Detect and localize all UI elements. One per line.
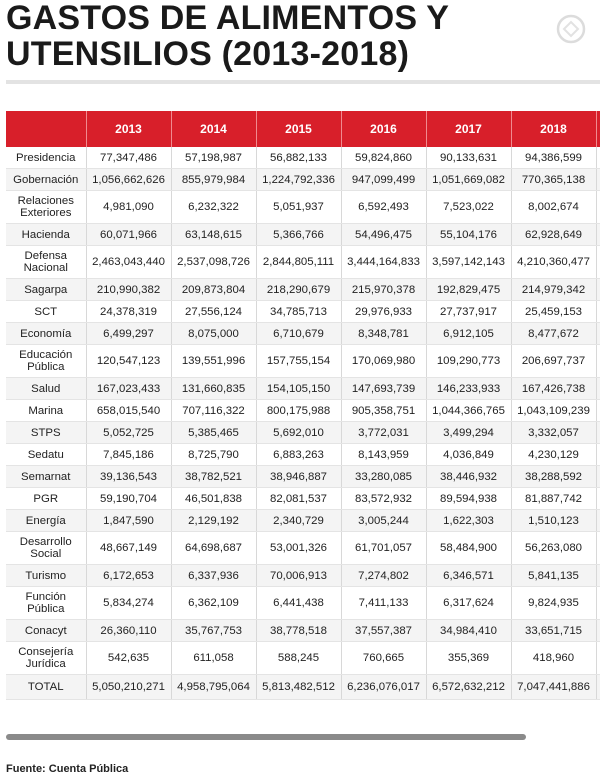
value-cell: 4,230,129: [511, 444, 596, 466]
overflow-cell: [596, 323, 600, 345]
value-cell: 1,224,792,336: [256, 169, 341, 191]
data-table-scroll-area[interactable]: [6, 111, 600, 733]
value-cell: 5,052,725: [86, 422, 171, 444]
row-label-text: Turismo: [25, 569, 67, 582]
value-cell: 64,698,687: [171, 532, 256, 565]
total-row: [6, 675, 600, 700]
overflow-cell: [596, 400, 600, 422]
value-cell: 33,280,085: [341, 466, 426, 488]
overflow-cell: [596, 378, 600, 400]
row-label-cell: [6, 323, 86, 345]
value-cell: 54,496,475: [341, 224, 426, 246]
row-label-cell: [6, 147, 86, 169]
value-cell: 27,737,917: [426, 301, 511, 323]
table-row: [6, 510, 600, 532]
value-cell: 60,071,966: [86, 224, 171, 246]
row-label-text: Función: [25, 591, 67, 603]
value-cell: 82,081,537: [256, 488, 341, 510]
overflow-cell: [596, 532, 600, 565]
overflow-cell: [596, 444, 600, 466]
value-cell: 7,411,133: [341, 587, 426, 620]
value-cell: 9,824,935: [511, 587, 596, 620]
overflow-cell: [596, 587, 600, 620]
row-label-text: Social: [30, 548, 62, 560]
row-label-cell: [6, 246, 86, 279]
value-cell: 210,990,382: [86, 279, 171, 301]
value-cell: 2,340,729: [256, 510, 341, 532]
value-cell: 542,635: [86, 642, 171, 675]
table-row: [6, 565, 600, 587]
table-row: [6, 147, 600, 169]
value-cell: 120,547,123: [86, 345, 171, 378]
value-cell: 62,928,649: [511, 224, 596, 246]
value-cell: 905,358,751: [341, 400, 426, 422]
value-cell: 418,960: [511, 642, 596, 675]
value-cell: 77,347,486: [86, 147, 171, 169]
value-cell: 167,023,433: [86, 378, 171, 400]
value-cell: 707,116,322: [171, 400, 256, 422]
value-cell: 57,198,987: [171, 147, 256, 169]
table-row: [6, 169, 600, 191]
value-cell: 2,844,805,111: [256, 246, 341, 279]
value-cell: 214,979,342: [511, 279, 596, 301]
value-cell: 3,332,057: [511, 422, 596, 444]
row-label-cell: [6, 675, 86, 700]
overflow-cell: [596, 510, 600, 532]
table-row: [6, 301, 600, 323]
table-body: [6, 147, 600, 700]
value-cell: 4,958,795,064: [171, 675, 256, 700]
value-cell: 38,946,887: [256, 466, 341, 488]
value-cell: 1,043,109,239: [511, 400, 596, 422]
value-cell: 4,036,849: [426, 444, 511, 466]
row-label-text: Presidencia: [15, 151, 76, 164]
value-cell: 170,069,980: [341, 345, 426, 378]
value-cell: 46,501,838: [171, 488, 256, 510]
row-label-text: Hacienda: [21, 228, 70, 241]
value-cell: 5,841,135: [511, 565, 596, 587]
value-cell: 56,882,133: [256, 147, 341, 169]
value-cell: 1,847,590: [86, 510, 171, 532]
value-cell: 1,051,669,082: [426, 169, 511, 191]
table-row: [6, 279, 600, 301]
table-row: [6, 488, 600, 510]
value-cell: 147,693,739: [341, 378, 426, 400]
row-label-cell: [6, 191, 86, 224]
value-cell: 38,446,932: [426, 466, 511, 488]
title-line-1: GASTOS DE ALIMENTOS Y: [6, 0, 450, 37]
row-label-text: TOTAL: [27, 681, 64, 693]
row-label-cell: [6, 378, 86, 400]
overflow-cell: [596, 422, 600, 444]
row-label-text: Conacyt: [24, 624, 67, 637]
value-cell: 2,129,192: [171, 510, 256, 532]
value-cell: 2,537,098,726: [171, 246, 256, 279]
overflow-cell: [596, 191, 600, 224]
value-cell: 89,594,938: [426, 488, 511, 510]
value-cell: 167,426,738: [511, 378, 596, 400]
value-cell: 218,290,679: [256, 279, 341, 301]
row-label-cell: [6, 620, 86, 642]
row-label-cell: [6, 169, 86, 191]
value-cell: 5,692,010: [256, 422, 341, 444]
value-cell: 48,667,149: [86, 532, 171, 565]
value-cell: 81,887,742: [511, 488, 596, 510]
title-divider: [6, 80, 600, 84]
row-label-text: Desarrollo: [19, 536, 72, 548]
value-cell: 58,484,900: [426, 532, 511, 565]
value-cell: 83,572,932: [341, 488, 426, 510]
value-cell: 157,755,154: [256, 345, 341, 378]
value-cell: 56,263,080: [511, 532, 596, 565]
value-cell: 7,274,802: [341, 565, 426, 587]
table-row: [6, 345, 600, 378]
value-cell: 53,001,326: [256, 532, 341, 565]
value-cell: 5,385,465: [171, 422, 256, 444]
value-cell: 7,047,441,886: [511, 675, 596, 700]
overflow-cell: [596, 169, 600, 191]
data-table: [6, 111, 600, 700]
value-cell: 6,710,679: [256, 323, 341, 345]
value-cell: 658,015,540: [86, 400, 171, 422]
table-row: [6, 323, 600, 345]
value-cell: 192,829,475: [426, 279, 511, 301]
value-cell: 6,172,653: [86, 565, 171, 587]
row-label-text: Sagarpa: [24, 283, 68, 296]
table-row: [6, 378, 600, 400]
value-cell: 1,056,662,626: [86, 169, 171, 191]
table-row: [6, 422, 600, 444]
overflow-cell: [596, 675, 600, 700]
value-cell: 3,597,142,143: [426, 246, 511, 279]
table-row: [6, 400, 600, 422]
value-cell: 7,523,022: [426, 191, 511, 224]
page-title: [6, 0, 506, 72]
value-cell: 59,824,860: [341, 147, 426, 169]
value-cell: 6,232,322: [171, 191, 256, 224]
value-cell: 25,459,153: [511, 301, 596, 323]
value-cell: 6,337,936: [171, 565, 256, 587]
value-cell: 1,044,366,765: [426, 400, 511, 422]
horizontal-scrollbar[interactable]: [6, 734, 526, 740]
header-cell-year: 2013: [86, 111, 171, 147]
watermark-logo-icon: [556, 14, 586, 44]
overflow-cell: [596, 147, 600, 169]
value-cell: 27,556,124: [171, 301, 256, 323]
value-cell: 38,778,518: [256, 620, 341, 642]
value-cell: 70,006,913: [256, 565, 341, 587]
row-label-cell: [6, 279, 86, 301]
row-label-cell: [6, 532, 86, 565]
overflow-cell: [596, 565, 600, 587]
overflow-cell: [596, 620, 600, 642]
value-cell: 38,782,521: [171, 466, 256, 488]
value-cell: 29,976,933: [341, 301, 426, 323]
table-row: [6, 444, 600, 466]
value-cell: 94,386,599: [511, 147, 596, 169]
header-cell-year: 2015: [256, 111, 341, 147]
row-label-text: SCT: [34, 305, 58, 318]
row-label-cell: [6, 587, 86, 620]
value-cell: 215,970,378: [341, 279, 426, 301]
value-cell: 154,105,150: [256, 378, 341, 400]
value-cell: 55,104,176: [426, 224, 511, 246]
value-cell: 1,510,123: [511, 510, 596, 532]
header-cell-year: 2017: [426, 111, 511, 147]
value-cell: 7,845,186: [86, 444, 171, 466]
table-row: [6, 466, 600, 488]
value-cell: 5,813,482,512: [256, 675, 341, 700]
value-cell: 37,557,387: [341, 620, 426, 642]
value-cell: 38,288,592: [511, 466, 596, 488]
value-cell: 760,665: [341, 642, 426, 675]
value-cell: 5,050,210,271: [86, 675, 171, 700]
row-label-text: Gobernación: [13, 173, 79, 186]
overflow-cell: [596, 279, 600, 301]
row-label-text: Relaciones: [17, 195, 74, 207]
overflow-cell: [596, 301, 600, 323]
value-cell: 947,099,499: [341, 169, 426, 191]
value-cell: 35,767,753: [171, 620, 256, 642]
value-cell: 63,148,615: [171, 224, 256, 246]
overflow-cell: [596, 466, 600, 488]
table-row: [6, 620, 600, 642]
row-label-text: Economía: [20, 327, 72, 340]
table-row: [6, 642, 600, 675]
row-label-cell: [6, 510, 86, 532]
row-label-text: Jurídica: [25, 658, 66, 670]
row-label-text: Nacional: [23, 262, 68, 274]
row-label-cell: [6, 224, 86, 246]
row-label-text: Consejería: [18, 646, 74, 658]
row-label-text: Salud: [31, 382, 61, 395]
value-cell: 39,136,543: [86, 466, 171, 488]
title-line-2: UTENSILIOS (2013-2018): [6, 35, 410, 73]
overflow-cell: [596, 246, 600, 279]
value-cell: 6,572,632,212: [426, 675, 511, 700]
value-cell: 8,075,000: [171, 323, 256, 345]
table-row: [6, 224, 600, 246]
value-cell: 34,984,410: [426, 620, 511, 642]
value-cell: 24,378,319: [86, 301, 171, 323]
value-cell: 6,236,076,017: [341, 675, 426, 700]
value-cell: 3,772,031: [341, 422, 426, 444]
value-cell: 6,499,297: [86, 323, 171, 345]
overflow-cell: [596, 345, 600, 378]
row-label-cell: [6, 301, 86, 323]
value-cell: 355,369: [426, 642, 511, 675]
row-label-cell: [6, 444, 86, 466]
value-cell: 8,143,959: [341, 444, 426, 466]
value-cell: 3,444,164,833: [341, 246, 426, 279]
value-cell: 26,360,110: [86, 620, 171, 642]
row-label-text: Exteriores: [20, 207, 72, 219]
value-cell: 6,912,105: [426, 323, 511, 345]
value-cell: 855,979,984: [171, 169, 256, 191]
value-cell: 33,651,715: [511, 620, 596, 642]
row-label-cell: [6, 565, 86, 587]
value-cell: 6,362,109: [171, 587, 256, 620]
row-label-cell: [6, 422, 86, 444]
value-cell: 206,697,737: [511, 345, 596, 378]
row-label-text: Educación: [19, 349, 73, 361]
value-cell: 1,622,303: [426, 510, 511, 532]
value-cell: 59,190,704: [86, 488, 171, 510]
row-label-text: Pública: [27, 603, 65, 615]
value-cell: 3,499,294: [426, 422, 511, 444]
table-row: [6, 191, 600, 224]
row-label-cell: [6, 400, 86, 422]
header-cell-overflow: [596, 111, 600, 147]
row-label-text: Defensa: [24, 250, 67, 262]
row-label-cell: [6, 466, 86, 488]
value-cell: 5,366,766: [256, 224, 341, 246]
header-cell-blank: [6, 111, 86, 147]
row-label-text: Marina: [28, 404, 64, 417]
value-cell: 770,365,138: [511, 169, 596, 191]
header-cell-year: 2014: [171, 111, 256, 147]
value-cell: 2,463,043,440: [86, 246, 171, 279]
header-cell-year: 2016: [341, 111, 426, 147]
value-cell: 8,002,674: [511, 191, 596, 224]
value-cell: 3,005,244: [341, 510, 426, 532]
value-cell: 209,873,804: [171, 279, 256, 301]
value-cell: 8,348,781: [341, 323, 426, 345]
value-cell: 131,660,835: [171, 378, 256, 400]
table-row: [6, 587, 600, 620]
value-cell: 588,245: [256, 642, 341, 675]
row-label-text: Sedatu: [27, 448, 64, 461]
value-cell: 8,477,672: [511, 323, 596, 345]
value-cell: 6,346,571: [426, 565, 511, 587]
table-row: [6, 532, 600, 565]
value-cell: 6,317,624: [426, 587, 511, 620]
value-cell: 4,981,090: [86, 191, 171, 224]
value-cell: 5,834,274: [86, 587, 171, 620]
row-label-text: Energía: [25, 514, 66, 527]
value-cell: 61,701,057: [341, 532, 426, 565]
source-note: Fuente: Cuenta Pública: [6, 763, 129, 775]
row-label-cell: [6, 488, 86, 510]
value-cell: 146,233,933: [426, 378, 511, 400]
row-label-cell: [6, 642, 86, 675]
value-cell: 800,175,988: [256, 400, 341, 422]
row-label-cell: [6, 345, 86, 378]
row-label-text: STPS: [30, 426, 61, 439]
value-cell: 611,058: [171, 642, 256, 675]
value-cell: 6,883,263: [256, 444, 341, 466]
value-cell: 34,785,713: [256, 301, 341, 323]
value-cell: 109,290,773: [426, 345, 511, 378]
overflow-cell: [596, 488, 600, 510]
header-cell-year: 2018: [511, 111, 596, 147]
overflow-cell: [596, 642, 600, 675]
value-cell: 4,210,360,477: [511, 246, 596, 279]
row-label-text: Semarnat: [21, 470, 71, 483]
value-cell: 6,592,493: [341, 191, 426, 224]
value-cell: 139,551,996: [171, 345, 256, 378]
value-cell: 5,051,937: [256, 191, 341, 224]
table-header-row: [6, 111, 600, 147]
table-row: [6, 246, 600, 279]
row-label-text: PGR: [33, 492, 59, 505]
value-cell: 8,725,790: [171, 444, 256, 466]
value-cell: 6,441,438: [256, 587, 341, 620]
value-cell: 90,133,631: [426, 147, 511, 169]
overflow-cell: [596, 224, 600, 246]
row-label-text: Pública: [27, 361, 65, 373]
